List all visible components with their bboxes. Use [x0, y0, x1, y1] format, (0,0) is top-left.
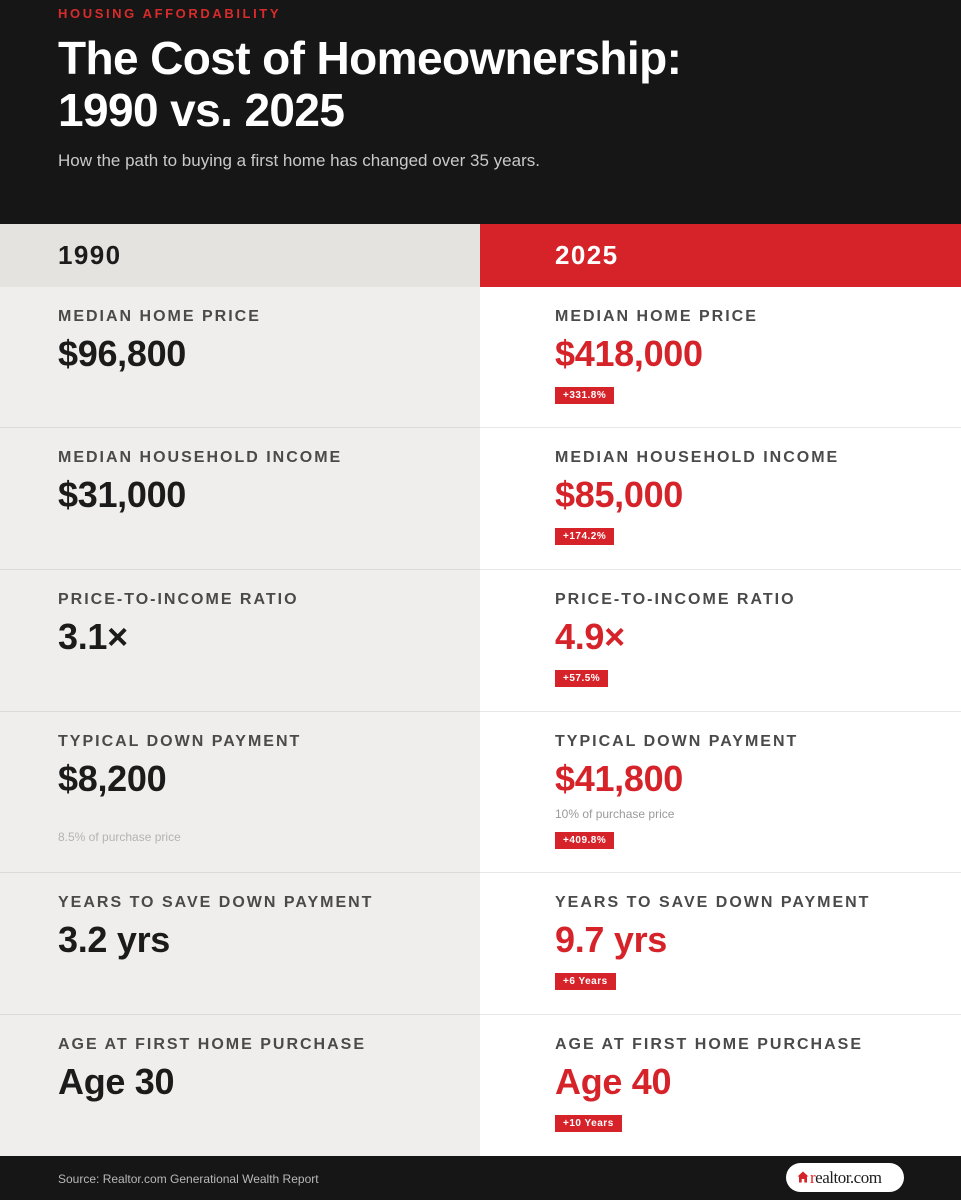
- change-badge: +409.8%: [555, 832, 614, 849]
- logo-prefix: r: [810, 1168, 816, 1187]
- row-age-first-purchase: [0, 1015, 480, 1156]
- footer: [0, 1156, 961, 1200]
- source-text: Source: Realtor.com Generational Wealth Report: [58, 1172, 319, 1186]
- kicker: HOUSING AFFORDABILITY: [58, 6, 282, 21]
- row-price-to-income-ratio: [0, 570, 480, 712]
- row-value: $31,000: [58, 474, 187, 515]
- subtitle: How the path to buying a first home has changed over 35 years.: [58, 151, 540, 170]
- row-median-household-income: [480, 428, 961, 570]
- column-header-1990: [0, 224, 480, 287]
- title-line-2: 1990 vs. 2025: [58, 84, 345, 136]
- row-value: 9.7 yrs: [555, 919, 667, 960]
- logo-wordmark: [810, 1168, 881, 1188]
- row-value: $85,000: [555, 474, 684, 515]
- change-badge: +6 Years: [555, 973, 616, 990]
- row-median-household-income: [0, 428, 480, 570]
- row-label: AGE AT FIRST HOME PURCHASE: [58, 1036, 367, 1053]
- panel-1990: [0, 287, 480, 1156]
- row-note: 10% of purchase price: [555, 807, 675, 821]
- row-age-first-purchase: [480, 1015, 961, 1156]
- row-label: MEDIAN HOME PRICE: [555, 308, 758, 325]
- row-label: YEARS TO SAVE DOWN PAYMENT: [555, 894, 871, 911]
- row-label: YEARS TO SAVE DOWN PAYMENT: [58, 894, 374, 911]
- column-header-label: 2025: [555, 240, 619, 270]
- row-label: PRICE-TO-INCOME RATIO: [58, 591, 299, 608]
- column-header-2025: [480, 224, 961, 287]
- house-icon: [797, 1171, 809, 1183]
- change-badge: +331.8%: [555, 387, 614, 404]
- row-price-to-income-ratio: [480, 570, 961, 712]
- row-note: 8.5% of purchase price: [58, 830, 181, 844]
- change-badge: +10 Years: [555, 1115, 622, 1132]
- header: [0, 0, 961, 224]
- row-value: $8,200: [58, 758, 167, 799]
- row-label: MEDIAN HOUSEHOLD INCOME: [555, 449, 840, 466]
- row-years-to-save: [0, 873, 480, 1015]
- row-value: $418,000: [555, 333, 703, 374]
- row-value: 4.9×: [555, 616, 625, 657]
- row-label: TYPICAL DOWN PAYMENT: [555, 733, 799, 750]
- row-median-home-price: [0, 287, 480, 428]
- change-badge: +57.5%: [555, 670, 608, 687]
- row-value: Age 40: [555, 1061, 672, 1102]
- logo-suffix: ealtor.com: [815, 1168, 882, 1187]
- row-median-home-price: [480, 287, 961, 428]
- row-typical-down-payment: [0, 712, 480, 873]
- change-badge: +174.2%: [555, 528, 614, 545]
- row-value: $96,800: [58, 333, 187, 374]
- row-label: AGE AT FIRST HOME PURCHASE: [555, 1036, 864, 1053]
- realtor-logo: [786, 1163, 904, 1192]
- row-typical-down-payment: [480, 712, 961, 873]
- row-label: TYPICAL DOWN PAYMENT: [58, 733, 302, 750]
- row-value: $41,800: [555, 758, 684, 799]
- row-years-to-save: [480, 873, 961, 1015]
- row-label: PRICE-TO-INCOME RATIO: [555, 591, 796, 608]
- row-value: 3.1×: [58, 616, 128, 657]
- row-value: 3.2 yrs: [58, 919, 170, 960]
- page-title: [58, 32, 681, 136]
- row-label: MEDIAN HOUSEHOLD INCOME: [58, 449, 343, 466]
- panel-2025: [480, 287, 961, 1156]
- title-line-1: The Cost of Homeownership:: [58, 32, 682, 84]
- row-value: Age 30: [58, 1061, 175, 1102]
- column-header-label: 1990: [58, 240, 122, 270]
- row-label: MEDIAN HOME PRICE: [58, 308, 261, 325]
